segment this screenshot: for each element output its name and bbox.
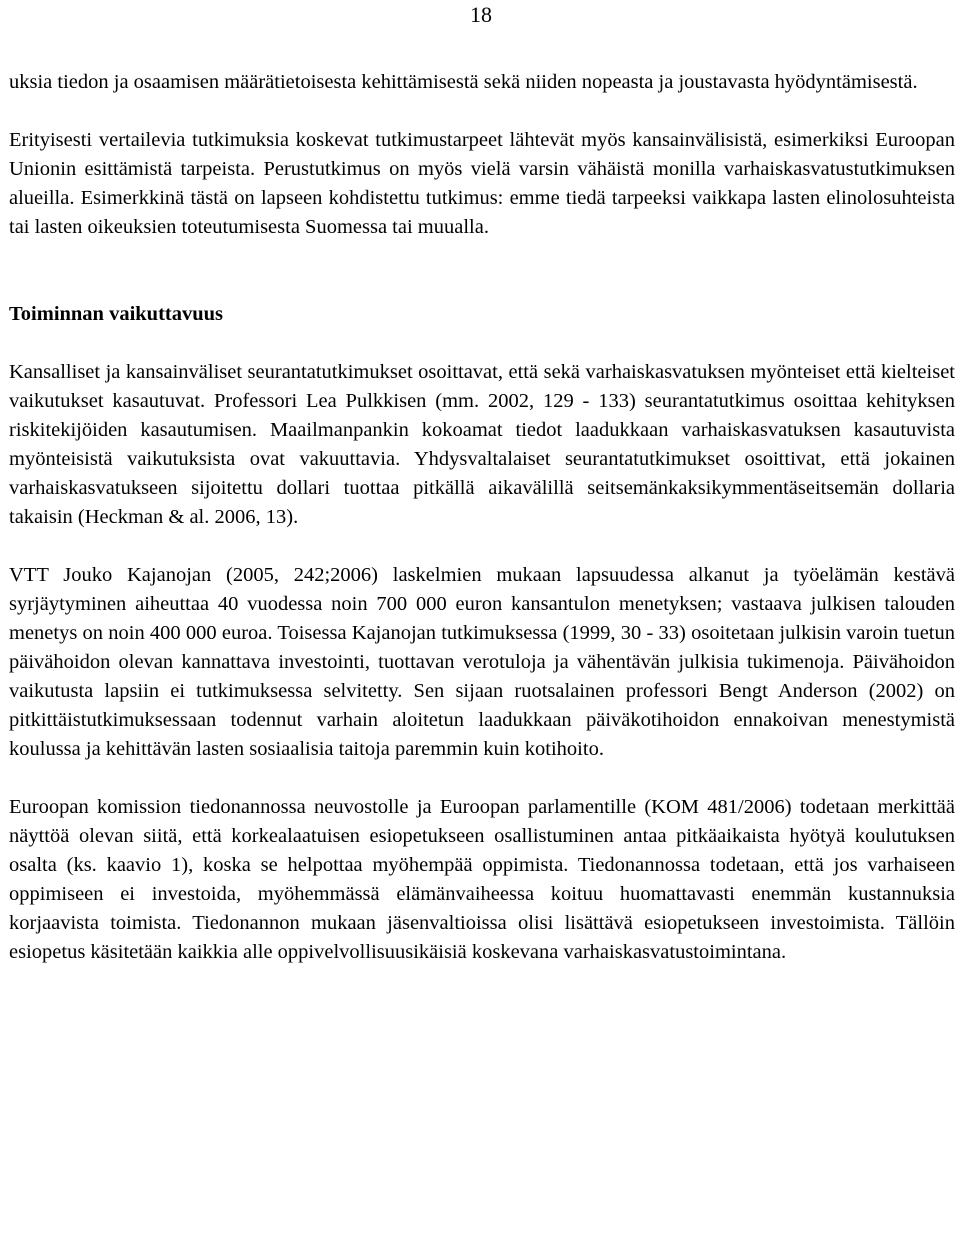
section-heading: Toiminnan vaikuttavuus: [9, 303, 224, 325]
section-heading-wrapper: [9, 300, 955, 329]
paragraph-kajanoja-studies: VTT Jouko Kajanojan (2005, 242;2006) laskelmien mukaan lapsuudessa alkanut ja työelämän kestävä syrjäytyminen aiheuttaa 40 vuodessa noin 700 000 euron kansantulon menetyksen; vastaava julkisen talouden menetys on noin 400 000 euroa. Toisessa Kajanojan tutkimuksessa (1999, 30 - 33) osoitetaan julkisin varoin tuetun päivähoidon olevan kannattava investointi, tuottavan verotuloja ja vähentävän julkisia tukimenoja. Päivähoidon vaikutusta lapsiin ei tutkimuksessa selvitetty. Sen sijaan ruotsalainen professori Bengt Anderson (2002) on pitkittäistutkimuksessaan todennut varhain aloitetun laadukkaan päiväkotihoidon ennakoivan menestymistä koulussa ja kehittävän lasten sosiaalisia taitoja paremmin kuin kotihoito.: [9, 564, 955, 760]
page-number: 18: [470, 2, 492, 27]
paragraph-research-needs: Erityisesti vertailevia tutkimuksia koskevat tutkimustarpeet lähtevät myös kansainvälisistä, esimerkiksi Euroopan Unionin esittämistä tarpeista. Perustutkimus on myös vielä varsin vähäistä monilla varhaiskasvatustutkimuksen alueilla. Esimerkkinä tästä on lapseen kohdistettu tutkimus: emme tiedä tarpeeksi vaikkapa lasten elinolosuhteista tai lasten oikeuksien toteutumisesta Suomessa tai muualla.: [9, 129, 955, 238]
paragraph-intro-continuation: uksia tiedon ja osaamisen määrätietoisesta kehittämisestä sekä niiden nopeasta ja joustavasta hyödyntämisestä.: [9, 71, 918, 93]
paragraph-follow-up-studies: Kansalliset ja kansainväliset seurantatutkimukset osoittavat, että sekä varhaiskasvatuksen myönteiset että kielteiset vaikutukset kasautuvat. Professori Lea Pulkkisen (mm. 2002, 129 - 133) seurantatutkimus osoittaa kehityksen riskitekijöiden kasautumisen. Maailmanpankin kokoamat tiedot laadukkaan varhaiskasvatuksen kasautuvista myönteisistä vaikutuksista ovat vakuuttavia. Yhdysvaltalaiset seurantatutkimukset osoittivat, että jokainen varhaiskasvatukseen sijoitettu dollari tuottaa pitkällä aikavälillä seitsemänkaksikymmentäseitsemän dollaria takaisin (Heckman & al. 2006, 13).: [9, 361, 955, 528]
paragraph-eu-commission: Euroopan komission tiedonannossa neuvostolle ja Euroopan parlamentille (KOM 481/2006) todetaan merkittää näyttöä olevan siitä, että korkealaatuisen esiopetukseen osallistuminen antaa pitkäaikaista hyötyä koulutuksen osalta (ks. kaavio 1), koska se helpottaa myöhempää oppimista. Tiedonannossa todetaan, että jos varhaiseen oppimiseen ei investoida, myöhemmässä elämänvaiheessa koituu huomattavasti enemmän kustannuksia korjaavista toimista. Tiedonannon mukaan jäsenvaltioissa olisi lisättävä esiopetukseen investoimista. Tällöin esiopetus käsitetään kaikkia alle oppivelvollisuusikäisiä koskevana varhaiskasvatustoimintana.: [9, 796, 955, 963]
document-body: [9, 68, 955, 967]
